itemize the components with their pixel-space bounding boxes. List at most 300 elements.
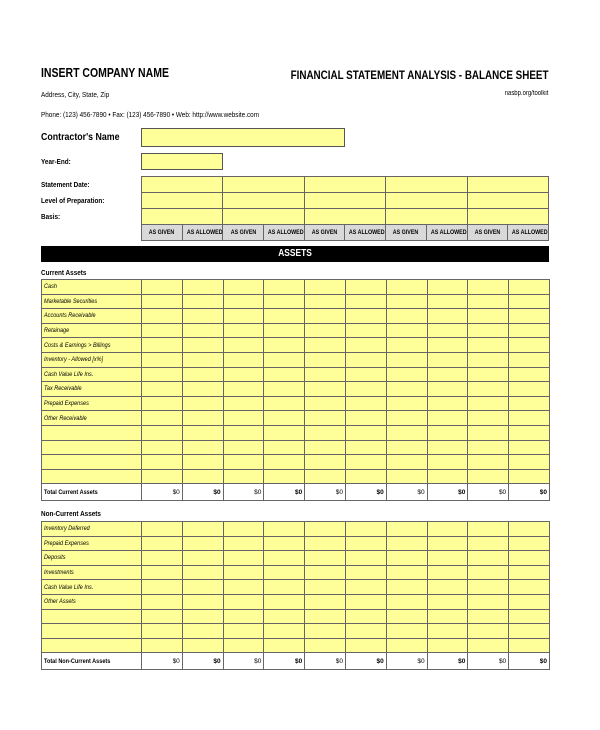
statement-date-cell[interactable] [304, 177, 385, 193]
value-cell[interactable] [182, 565, 223, 580]
value-cell[interactable] [386, 624, 427, 639]
value-cell[interactable] [182, 469, 223, 484]
value-cell[interactable] [468, 536, 509, 551]
value-cell[interactable] [345, 638, 386, 653]
value-cell[interactable] [264, 280, 305, 295]
value-cell[interactable] [142, 425, 183, 440]
level-cell[interactable] [223, 193, 304, 209]
value-cell[interactable] [386, 367, 427, 382]
value-cell[interactable] [142, 536, 183, 551]
value-cell[interactable] [142, 382, 183, 397]
value-cell[interactable] [142, 309, 183, 324]
non-current-assets-title: Non-Current Assets [41, 509, 101, 518]
value-cell[interactable] [468, 551, 509, 566]
value-cell[interactable] [509, 367, 550, 382]
value-cell[interactable] [223, 565, 264, 580]
value-cell[interactable] [182, 425, 223, 440]
row-label-cell [42, 469, 142, 484]
row-label-cell [42, 638, 142, 653]
value-cell[interactable] [386, 638, 427, 653]
value-cell[interactable] [345, 624, 386, 639]
value-cell[interactable] [345, 309, 386, 324]
value-cell[interactable] [468, 323, 509, 338]
value-cell[interactable] [509, 352, 550, 367]
value-cell[interactable] [345, 609, 386, 624]
value-cell[interactable] [427, 323, 468, 338]
value-cell[interactable] [468, 294, 509, 309]
value-cell[interactable] [182, 294, 223, 309]
current-asset-row [42, 440, 550, 455]
value-cell[interactable] [223, 594, 264, 609]
value-cell[interactable] [182, 309, 223, 324]
value-cell[interactable] [264, 440, 305, 455]
column-header-cell [426, 225, 467, 241]
value-cell[interactable] [305, 469, 346, 484]
value-cell[interactable] [264, 294, 305, 309]
contractor-name-label: Contractor's Name [41, 131, 120, 143]
value-cell[interactable] [305, 455, 346, 470]
value-cell[interactable] [386, 440, 427, 455]
value-cell[interactable] [305, 440, 346, 455]
value-cell[interactable] [182, 609, 223, 624]
value-cell[interactable] [305, 536, 346, 551]
total-value: $0 [142, 484, 183, 501]
row-label-cell [42, 522, 142, 537]
level-cell[interactable] [386, 193, 467, 209]
value-cell[interactable] [345, 352, 386, 367]
value-cell[interactable] [264, 382, 305, 397]
value-cell[interactable] [509, 455, 550, 470]
value-cell[interactable] [345, 536, 386, 551]
basis-cell[interactable] [467, 209, 549, 225]
value-cell[interactable] [182, 280, 223, 295]
row-label-cell [42, 323, 142, 338]
value-cell[interactable] [182, 411, 223, 426]
value-cell[interactable] [345, 522, 386, 537]
value-cell[interactable] [305, 309, 346, 324]
value-cell[interactable] [223, 352, 264, 367]
column-header-label: AS ALLOWED [267, 229, 304, 236]
value-cell[interactable] [386, 338, 427, 353]
row-label-cell [42, 594, 142, 609]
value-cell[interactable] [182, 624, 223, 639]
value-cell[interactable] [223, 309, 264, 324]
value-cell[interactable] [182, 638, 223, 653]
value-cell[interactable] [142, 551, 183, 566]
value-cell[interactable] [142, 609, 183, 624]
row-label-cell [42, 411, 142, 426]
value-cell[interactable] [223, 280, 264, 295]
value-cell[interactable] [182, 440, 223, 455]
period-header-grid [141, 176, 549, 241]
value-cell[interactable] [142, 411, 183, 426]
statement-date-cell[interactable] [223, 177, 304, 193]
value-cell[interactable] [305, 580, 346, 595]
column-header-label: AS GIVEN [474, 229, 501, 236]
value-cell[interactable] [305, 609, 346, 624]
value-cell[interactable] [427, 580, 468, 595]
value-cell[interactable] [182, 382, 223, 397]
value-cell[interactable] [223, 522, 264, 537]
value-cell[interactable] [468, 367, 509, 382]
value-cell[interactable] [182, 580, 223, 595]
value-cell[interactable] [468, 440, 509, 455]
value-cell[interactable] [345, 594, 386, 609]
column-header-cell [386, 225, 427, 241]
value-cell[interactable] [223, 382, 264, 397]
value-cell[interactable] [386, 455, 427, 470]
value-cell[interactable] [468, 624, 509, 639]
value-cell[interactable] [345, 565, 386, 580]
value-cell[interactable] [386, 580, 427, 595]
current-asset-row [42, 352, 550, 367]
value-cell[interactable] [223, 551, 264, 566]
value-cell[interactable] [264, 455, 305, 470]
row-label-cell [42, 382, 142, 397]
basis-cell[interactable] [223, 209, 304, 225]
value-cell[interactable] [264, 580, 305, 595]
value-cell[interactable] [509, 425, 550, 440]
value-cell[interactable] [427, 425, 468, 440]
value-cell[interactable] [468, 565, 509, 580]
value-cell[interactable] [264, 352, 305, 367]
statement-date-cell[interactable] [467, 177, 549, 193]
value-cell[interactable] [142, 522, 183, 537]
value-cell[interactable] [182, 536, 223, 551]
value-cell[interactable] [509, 411, 550, 426]
value-cell[interactable] [223, 411, 264, 426]
value-cell[interactable] [509, 551, 550, 566]
value-cell[interactable] [386, 565, 427, 580]
value-cell[interactable] [345, 425, 386, 440]
value-cell[interactable] [509, 609, 550, 624]
total-value: $0 [223, 653, 264, 670]
value-cell[interactable] [223, 367, 264, 382]
value-cell[interactable] [305, 565, 346, 580]
value-cell[interactable] [509, 338, 550, 353]
value-cell[interactable] [142, 565, 183, 580]
non-current-asset-row [42, 594, 550, 609]
contractor-name-field[interactable] [141, 128, 345, 147]
value-cell[interactable] [468, 338, 509, 353]
row-label: Prepaid Expenses [44, 400, 89, 408]
value-cell[interactable] [386, 323, 427, 338]
value-cell[interactable] [509, 594, 550, 609]
value-cell[interactable] [427, 294, 468, 309]
statement-date-row [142, 177, 549, 193]
value-cell[interactable] [427, 367, 468, 382]
total-value: $0 [345, 484, 386, 501]
value-cell[interactable] [345, 294, 386, 309]
value-cell[interactable] [468, 280, 509, 295]
value-cell[interactable] [427, 280, 468, 295]
value-cell[interactable] [142, 396, 183, 411]
column-header-label: AS GIVEN [311, 229, 338, 236]
value-cell[interactable] [223, 294, 264, 309]
column-header-cell [264, 225, 305, 241]
value-cell[interactable] [427, 338, 468, 353]
value-cell[interactable] [468, 382, 509, 397]
value-cell[interactable] [142, 580, 183, 595]
non-current-asset-row [42, 638, 550, 653]
row-label: Other Assets [44, 598, 76, 606]
value-cell[interactable] [386, 396, 427, 411]
value-cell[interactable] [509, 624, 550, 639]
value-cell[interactable] [305, 624, 346, 639]
row-label-cell [42, 536, 142, 551]
value-cell[interactable] [427, 638, 468, 653]
value-cell[interactable] [345, 440, 386, 455]
value-cell[interactable] [182, 323, 223, 338]
value-cell[interactable] [264, 469, 305, 484]
value-cell[interactable] [223, 638, 264, 653]
value-cell[interactable] [305, 338, 346, 353]
level-cell[interactable] [304, 193, 385, 209]
value-cell[interactable] [468, 522, 509, 537]
value-cell[interactable] [509, 280, 550, 295]
row-label-cell [42, 624, 142, 639]
value-cell[interactable] [427, 411, 468, 426]
value-cell[interactable] [182, 338, 223, 353]
value-cell[interactable] [305, 382, 346, 397]
value-cell[interactable] [264, 536, 305, 551]
value-cell[interactable] [182, 594, 223, 609]
value-cell[interactable] [264, 522, 305, 537]
value-cell[interactable] [386, 294, 427, 309]
value-cell[interactable] [468, 609, 509, 624]
value-cell[interactable] [264, 594, 305, 609]
value-cell[interactable] [223, 323, 264, 338]
value-cell[interactable] [345, 551, 386, 566]
value-cell[interactable] [223, 455, 264, 470]
value-cell[interactable] [305, 551, 346, 566]
value-cell[interactable] [386, 536, 427, 551]
value-cell[interactable] [427, 551, 468, 566]
value-cell[interactable] [468, 580, 509, 595]
value-cell[interactable] [223, 580, 264, 595]
value-cell[interactable] [264, 624, 305, 639]
value-cell[interactable] [386, 551, 427, 566]
row-label-cell [42, 396, 142, 411]
value-cell[interactable] [305, 367, 346, 382]
value-cell[interactable] [223, 536, 264, 551]
value-cell[interactable] [223, 469, 264, 484]
level-cell[interactable] [467, 193, 549, 209]
value-cell[interactable] [223, 624, 264, 639]
value-cell[interactable] [305, 396, 346, 411]
value-cell[interactable] [386, 309, 427, 324]
value-cell[interactable] [223, 425, 264, 440]
non-current-asset-row [42, 522, 550, 537]
value-cell[interactable] [427, 609, 468, 624]
value-cell[interactable] [509, 323, 550, 338]
column-header-cell [345, 225, 386, 241]
value-cell[interactable] [427, 309, 468, 324]
value-cell[interactable] [264, 638, 305, 653]
value-cell[interactable] [182, 367, 223, 382]
value-cell[interactable] [468, 352, 509, 367]
value-cell[interactable] [264, 338, 305, 353]
value-cell[interactable] [305, 411, 346, 426]
company-name: INSERT COMPANY NAME [41, 66, 169, 80]
total-value: $0 [305, 653, 346, 670]
column-header-cell [467, 225, 508, 241]
value-cell[interactable] [468, 396, 509, 411]
value-cell[interactable] [509, 382, 550, 397]
basis-cell[interactable] [304, 209, 385, 225]
value-cell[interactable] [264, 551, 305, 566]
non-current-asset-row [42, 624, 550, 639]
value-cell[interactable] [427, 352, 468, 367]
basis-cell[interactable] [142, 209, 223, 225]
column-header-label: AS GIVEN [230, 229, 256, 236]
value-cell[interactable] [264, 367, 305, 382]
value-cell[interactable] [509, 638, 550, 653]
value-cell[interactable] [142, 352, 183, 367]
value-cell[interactable] [142, 338, 183, 353]
value-cell[interactable] [182, 352, 223, 367]
value-cell[interactable] [427, 565, 468, 580]
value-cell[interactable] [264, 309, 305, 324]
total-value: $0 [182, 484, 223, 501]
value-cell[interactable] [305, 638, 346, 653]
value-cell[interactable] [264, 411, 305, 426]
value-cell[interactable] [468, 638, 509, 653]
column-header-label: AS GIVEN [149, 229, 175, 236]
value-cell[interactable] [345, 338, 386, 353]
row-label-cell [42, 338, 142, 353]
basis-row [142, 209, 549, 225]
basis-label: Basis: [41, 212, 61, 221]
value-cell[interactable] [142, 638, 183, 653]
statement-date-cell[interactable] [386, 177, 467, 193]
value-cell[interactable] [386, 522, 427, 537]
total-value: $0 [264, 484, 305, 501]
value-cell[interactable] [223, 396, 264, 411]
value-cell[interactable] [345, 469, 386, 484]
value-cell[interactable] [182, 396, 223, 411]
value-cell[interactable] [182, 522, 223, 537]
current-asset-row [42, 396, 550, 411]
value-cell[interactable] [142, 294, 183, 309]
value-cell[interactable] [386, 594, 427, 609]
value-cell[interactable] [305, 594, 346, 609]
statement-date-cell[interactable] [142, 177, 223, 193]
value-cell[interactable] [345, 367, 386, 382]
value-cell[interactable] [345, 580, 386, 595]
value-cell[interactable] [345, 396, 386, 411]
value-cell[interactable] [345, 280, 386, 295]
row-label-cell [42, 455, 142, 470]
value-cell[interactable] [468, 469, 509, 484]
value-cell[interactable] [142, 440, 183, 455]
value-cell[interactable] [427, 624, 468, 639]
value-cell[interactable] [509, 565, 550, 580]
value-cell[interactable] [386, 469, 427, 484]
value-cell[interactable] [386, 280, 427, 295]
value-cell[interactable] [427, 594, 468, 609]
value-cell[interactable] [427, 522, 468, 537]
row-label: Deposits [44, 554, 66, 562]
value-cell[interactable] [509, 294, 550, 309]
total-value: $0 [142, 653, 183, 670]
current-asset-row [42, 469, 550, 484]
value-cell[interactable] [509, 396, 550, 411]
value-cell[interactable] [305, 352, 346, 367]
value-cell[interactable] [223, 609, 264, 624]
total-value: $0 [182, 653, 223, 670]
value-cell[interactable] [509, 440, 550, 455]
value-cell[interactable] [509, 536, 550, 551]
value-cell[interactable] [386, 425, 427, 440]
value-cell[interactable] [427, 382, 468, 397]
value-cell[interactable] [305, 323, 346, 338]
non-current-asset-row [42, 536, 550, 551]
value-cell[interactable] [142, 624, 183, 639]
value-cell[interactable] [427, 440, 468, 455]
value-cell[interactable] [264, 565, 305, 580]
value-cell[interactable] [305, 294, 346, 309]
value-cell[interactable] [468, 425, 509, 440]
level-cell[interactable] [142, 193, 223, 209]
value-cell[interactable] [182, 455, 223, 470]
value-cell[interactable] [142, 323, 183, 338]
value-cell[interactable] [223, 338, 264, 353]
value-cell[interactable] [264, 323, 305, 338]
value-cell[interactable] [427, 469, 468, 484]
value-cell[interactable] [509, 469, 550, 484]
value-cell[interactable] [223, 440, 264, 455]
value-cell[interactable] [427, 396, 468, 411]
value-cell[interactable] [305, 280, 346, 295]
value-cell[interactable] [386, 382, 427, 397]
value-cell[interactable] [345, 382, 386, 397]
value-cell[interactable] [386, 411, 427, 426]
value-cell[interactable] [264, 425, 305, 440]
value-cell[interactable] [142, 455, 183, 470]
value-cell[interactable] [345, 455, 386, 470]
value-cell[interactable] [509, 309, 550, 324]
value-cell[interactable] [345, 411, 386, 426]
value-cell[interactable] [386, 609, 427, 624]
value-cell[interactable] [264, 609, 305, 624]
value-cell[interactable] [264, 396, 305, 411]
value-cell[interactable] [427, 536, 468, 551]
value-cell[interactable] [509, 580, 550, 595]
value-cell[interactable] [427, 455, 468, 470]
value-cell[interactable] [468, 455, 509, 470]
value-cell[interactable] [468, 309, 509, 324]
value-cell[interactable] [509, 522, 550, 537]
value-cell[interactable] [305, 522, 346, 537]
total-row [42, 653, 550, 670]
value-cell[interactable] [468, 411, 509, 426]
row-label: Tax Receivable [44, 385, 82, 393]
value-cell[interactable] [142, 367, 183, 382]
basis-cell[interactable] [386, 209, 467, 225]
value-cell[interactable] [305, 425, 346, 440]
column-header-label: AS GIVEN [393, 229, 419, 236]
value-cell[interactable] [468, 594, 509, 609]
value-cell[interactable] [142, 594, 183, 609]
value-cell[interactable] [182, 551, 223, 566]
year-end-field[interactable] [141, 153, 223, 170]
value-cell[interactable] [386, 352, 427, 367]
value-cell[interactable] [345, 323, 386, 338]
value-cell[interactable] [142, 469, 183, 484]
column-header-label: AS ALLOWED [430, 229, 467, 236]
value-cell[interactable] [142, 280, 183, 295]
